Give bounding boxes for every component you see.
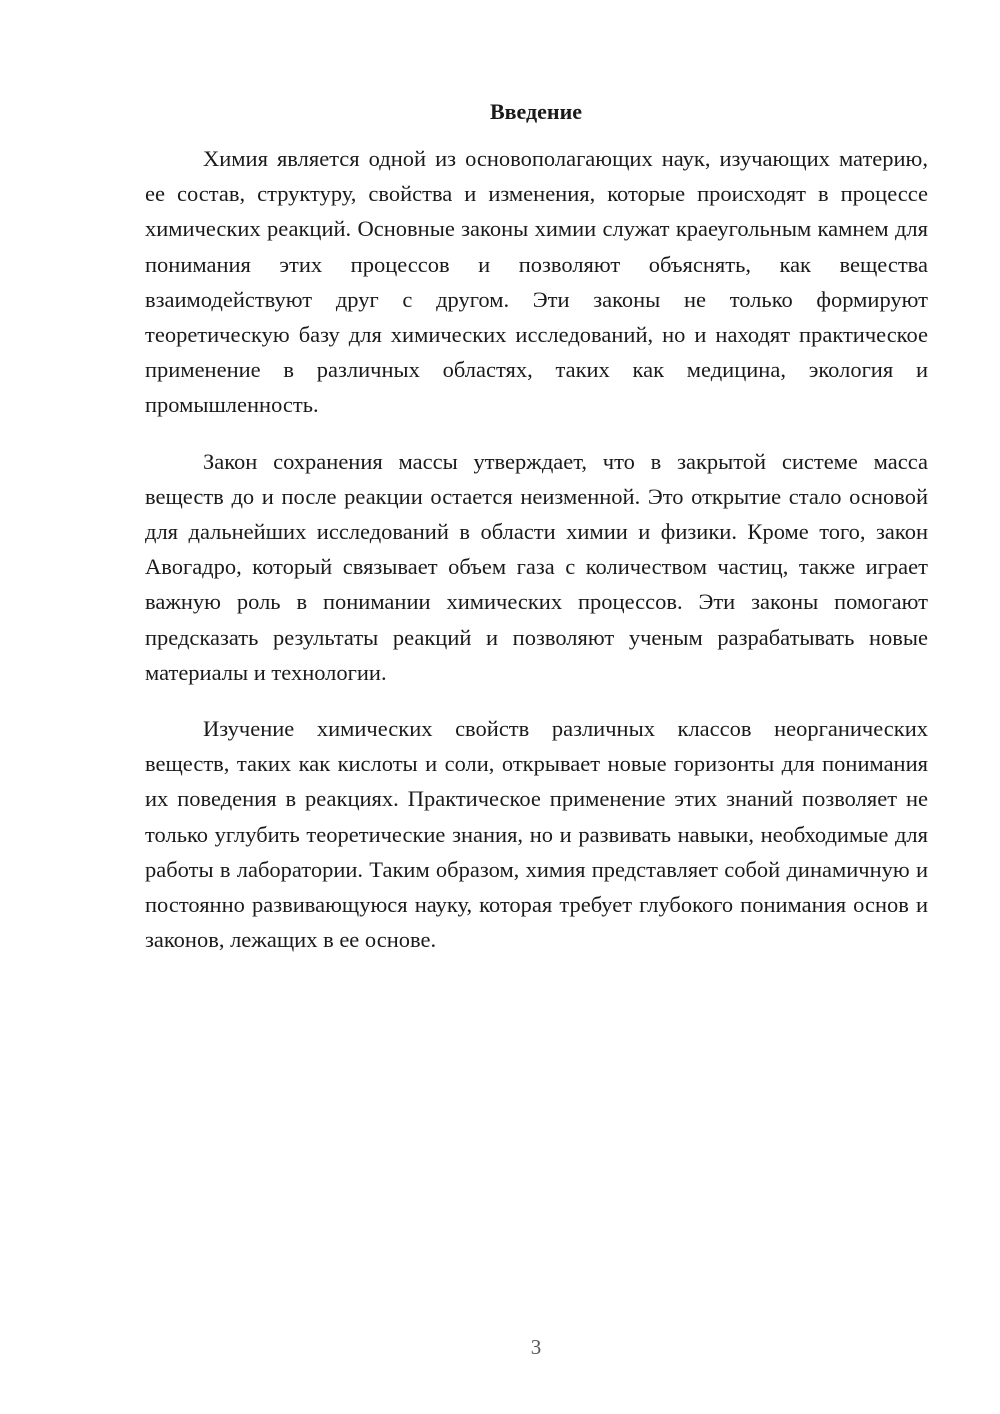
- paragraph-1: Химия является одной из основополагающих наук, изучающих материю, ее состав, структуру, свойства и изменения, которые происходят в процессе химических реакций. Основные законы химии служат краеугольным камнем для понимания этих процессов и позволяют объяснять, как вещества взаимодействуют друг с другом. Эти законы не только формируют теоретическую базу для химических исследований, но и находят практическое применение в различных областях, таких как медицина, экология и промышленность.: [145, 146, 928, 418]
- paragraph-3: Изучение химических свойств различных классов неорганических веществ, таких как кислоты и соли, открывает новые горизонты для понимания их поведения в реакциях. Практическое применение этих знаний позволяет не только углубить теоретические знания, но и развивать навыки, необходимые для работы в лаборатории. Таким образом, химия представляет собой динамичную и постоянно развивающуюся науку, которая требует глубокого понимания основ и законов, лежащих в ее основе.: [145, 716, 928, 953]
- page-number: 3: [530, 1335, 542, 1359]
- body-text: [145, 141, 928, 978]
- section-title: Введение: [489, 99, 583, 124]
- paragraph-2: Закон сохранения массы утверждает, что в закрытой системе масса веществ до и после реакции остается неизменной. Это открытие стало основой для дальнейших исследований в области химии и физики. Кроме того, закон Авогадро, который связывает объем газа с количеством частиц, также играет важную роль в понимании химических процессов. Эти законы помогают предсказать результаты реакций и позволяют ученым разрабатывать новые материалы и технологии.: [145, 448, 928, 685]
